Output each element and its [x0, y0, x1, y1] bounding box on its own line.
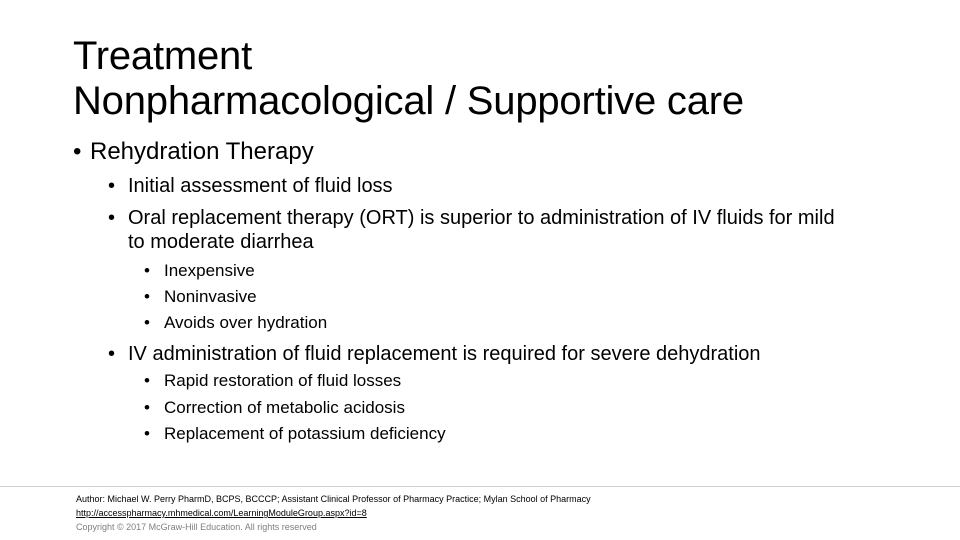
slide-title — [73, 34, 744, 124]
bullet-icon: • — [108, 175, 116, 197]
bullet-icon: • — [144, 287, 150, 306]
title-line-2: Nonpharmacological / Supportive care — [73, 79, 744, 123]
bullet-text: Correction of metabolic acidosis — [164, 398, 405, 417]
bullet-rehydration-therapy — [73, 138, 314, 166]
bullet-icon: • — [144, 371, 150, 390]
bullet-text: Rehydration Therapy — [90, 138, 314, 165]
bullet-icon: • — [144, 261, 150, 280]
footer-divider — [0, 486, 960, 487]
bullet-text: Oral replacement therapy (ORT) is superior to administration of IV fluids for mild to moderate diarrhea — [128, 207, 835, 253]
bullet-text: IV administration of fluid replacement is required for severe dehydration — [128, 343, 761, 365]
bullet-icon: • — [73, 138, 82, 165]
bullet-noninvasive — [144, 287, 257, 307]
bullet-icon: • — [108, 207, 116, 229]
bullet-text: Avoids over hydration — [164, 313, 328, 332]
bullet-text: Inexpensive — [164, 261, 255, 280]
bullet-avoids-over-hydration — [144, 313, 327, 333]
bullet-icon: • — [144, 424, 150, 443]
bullet-metabolic-acidosis — [144, 398, 405, 418]
footer-author: Author: Michael W. Perry PharmD, BCPS, BCCCP; Assistant Clinical Professor of Pharmacy Practice; Mylan School of Pharmacy — [76, 494, 591, 504]
bullet-icon: • — [144, 398, 150, 417]
bullet-potassium-deficiency — [144, 424, 446, 444]
bullet-text: Initial assessment of fluid loss — [128, 175, 393, 197]
bullet-text: Rapid restoration of fluid losses — [164, 371, 402, 390]
bullet-oral-replacement-therapy — [108, 206, 848, 254]
bullet-icon: • — [144, 313, 150, 332]
bullet-iv-administration — [108, 342, 761, 366]
title-line-1: Treatment — [73, 34, 253, 78]
footer-link[interactable]: http://accesspharmacy.mhmedical.com/LearningModuleGroup.aspx?id=8 — [76, 508, 367, 518]
bullet-rapid-restoration — [144, 371, 401, 391]
bullet-inexpensive — [144, 261, 255, 281]
bullet-text: Replacement of potassium deficiency — [164, 424, 446, 443]
bullet-initial-assessment — [108, 174, 393, 198]
bullet-icon: • — [108, 343, 116, 365]
footer-copyright: Copyright © 2017 McGraw-Hill Education. All rights reserved — [76, 522, 317, 532]
bullet-text: Noninvasive — [164, 287, 257, 306]
